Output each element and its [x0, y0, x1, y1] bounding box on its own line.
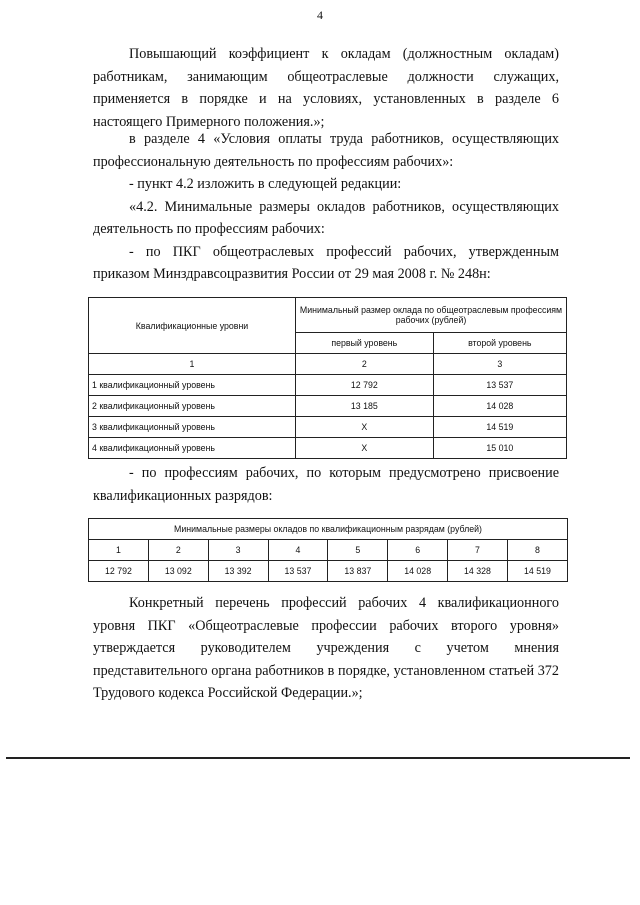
value-cell: 12 792: [296, 375, 434, 396]
paragraph: Повышающий коэффициент к окладам (должностным окладам) работникам, занимающим общеотраслевые должности служащих, применяется в порядке и на условиях, установленных в разделе 6 настоящего Примерного положения.»;: [93, 46, 559, 130]
level-cell: 4 квалификационный уровень: [89, 438, 296, 459]
grade-cell: 6: [388, 540, 448, 561]
table-row: [89, 417, 567, 438]
paragraph: - пункт 4.2 изложить в следующей редакции:: [129, 176, 402, 192]
salary-table-by-level: [88, 297, 567, 459]
text-block-2: [93, 128, 559, 286]
page-number: 4: [317, 8, 323, 22]
grade-cell: 2: [148, 540, 208, 561]
text-block-4: [93, 592, 559, 705]
value-cell: 13 185: [296, 396, 434, 417]
header-min-salaries-by-grade: Минимальные размеры окладов по квалификационным разрядам (рублей): [89, 519, 568, 540]
header-first-level: первый уровень: [296, 333, 434, 354]
table-row: [89, 438, 567, 459]
paragraph: Конкретный перечень профессий рабочих 4 квалификационного уровня ПКГ «Общеотраслевые профессии рабочих второго уровня» утверждается руководителем учреждения с учетом мнения представительного органа работников в порядке, установленном статьей 372 Трудового кодекса Российской Федерации.»;: [93, 595, 559, 701]
grade-cell: 3: [208, 540, 268, 561]
column-number: 2: [296, 354, 434, 375]
column-number: 3: [433, 354, 566, 375]
value-cell: 14 028: [433, 396, 566, 417]
value-cell: 15 010: [433, 438, 566, 459]
table-row: [89, 375, 567, 396]
paragraph: «4.2. Минимальные размеры окладов работников, осуществляющих деятельность по профессиям рабочих:: [93, 198, 559, 237]
value-cell: 12 792: [89, 561, 149, 582]
grade-cell: 1: [89, 540, 149, 561]
header-qualification-levels: Квалификационные уровни: [89, 298, 296, 354]
value-cell: Х: [296, 417, 434, 438]
level-cell: 3 квалификационный уровень: [89, 417, 296, 438]
paragraph: - по ПКГ общеотраслевых профессий рабочих, утвержденным приказом Минздравсоцразвития России от 29 мая 2008 г. № 248н:: [93, 243, 559, 282]
table-row: [89, 396, 567, 417]
value-cell: 14 519: [507, 561, 567, 582]
column-number: 1: [89, 354, 296, 375]
header-min-salary: Минимальный размер оклада по общеотраслевым профессиям рабочих (рублей): [296, 298, 567, 333]
value-cell: 13 092: [148, 561, 208, 582]
grade-cell: 8: [507, 540, 567, 561]
value-cell: 14 328: [448, 561, 508, 582]
text-block-1: [93, 43, 559, 133]
text-block-3: [93, 462, 559, 507]
grades-row: [89, 540, 568, 561]
value-cell: 13 537: [268, 561, 328, 582]
level-cell: 1 квалификационный уровень: [89, 375, 296, 396]
salary-table-by-grade: [88, 518, 568, 582]
value-cell: Х: [296, 438, 434, 459]
grade-cell: 4: [268, 540, 328, 561]
paragraph: в разделе 4 «Условия оплаты труда работников, осуществляющих профессиональную деятельность по профессиям рабочих»:: [93, 131, 559, 170]
value-cell: 14 519: [433, 417, 566, 438]
value-cell: 13 537: [433, 375, 566, 396]
values-row: [89, 561, 568, 582]
value-cell: 13 392: [208, 561, 268, 582]
grade-cell: 7: [448, 540, 508, 561]
header-second-level: второй уровень: [433, 333, 566, 354]
bottom-rule: [6, 757, 630, 759]
level-cell: 2 квалификационный уровень: [89, 396, 296, 417]
value-cell: 14 028: [388, 561, 448, 582]
paragraph: - по профессиям рабочих, по которым предусмотрено присвоение квалификационных разрядов:: [93, 465, 559, 504]
grade-cell: 5: [328, 540, 388, 561]
value-cell: 13 837: [328, 561, 388, 582]
